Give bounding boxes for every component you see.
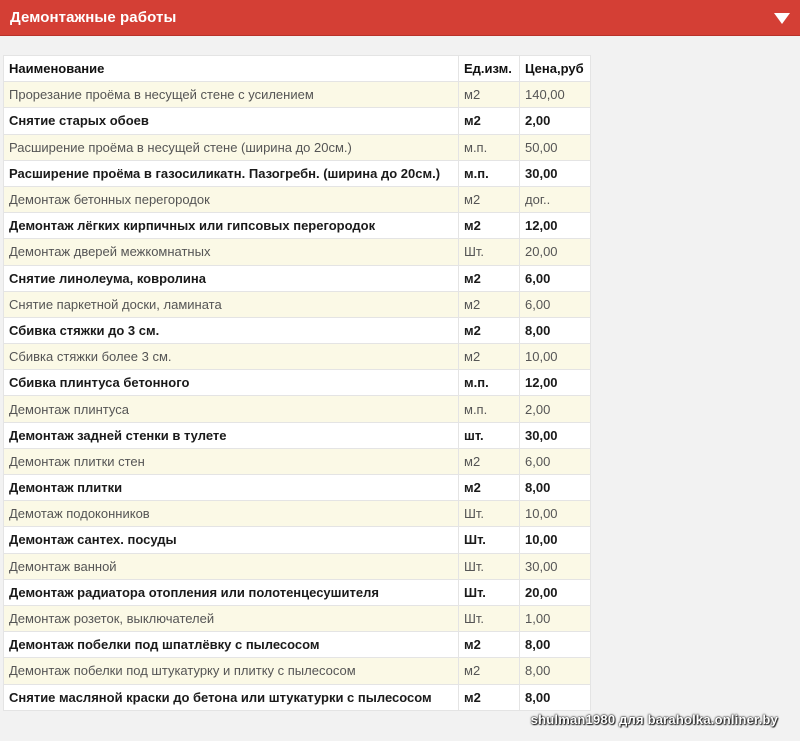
cell-unit: м2 <box>459 475 520 501</box>
cell-price: 10,00 <box>520 344 591 370</box>
table-row <box>4 658 591 684</box>
cell-price: 30,00 <box>520 422 591 448</box>
cell-price: 8,00 <box>520 684 591 710</box>
table-row <box>4 475 591 501</box>
table-row <box>4 370 591 396</box>
cell-unit: м2 <box>459 684 520 710</box>
cell-unit: м.п. <box>459 396 520 422</box>
cell-price: 8,00 <box>520 317 591 343</box>
cell-price: 12,00 <box>520 213 591 239</box>
table-row <box>4 265 591 291</box>
column-header-price: Цена,руб <box>520 56 591 82</box>
cell-unit: Шт. <box>459 527 520 553</box>
cell-price: 30,00 <box>520 553 591 579</box>
table-row <box>4 605 591 631</box>
table-body <box>4 82 591 711</box>
cell-name: Демонтаж радиатора отопления или полотенцесушителя <box>4 579 459 605</box>
cell-name: Демонтаж плитки стен <box>4 448 459 474</box>
cell-name: Сбивка стяжки до 3 см. <box>4 317 459 343</box>
cell-name: Демонтаж плитки <box>4 475 459 501</box>
column-header-unit: Ед.изм. <box>459 56 520 82</box>
section-title: Демонтажные работы <box>10 9 177 26</box>
cell-unit: Шт. <box>459 605 520 631</box>
cell-unit: Шт. <box>459 501 520 527</box>
cell-name: Сбивка стяжки более 3 см. <box>4 344 459 370</box>
cell-unit: Шт. <box>459 553 520 579</box>
table-row <box>4 501 591 527</box>
table-row <box>4 344 591 370</box>
cell-price: 10,00 <box>520 501 591 527</box>
cell-name: Демонтаж побелки под шпатлёвку с пылесосом <box>4 632 459 658</box>
cell-price: 8,00 <box>520 658 591 684</box>
cell-price: 30,00 <box>520 160 591 186</box>
table-header-row <box>4 56 591 82</box>
cell-unit: м.п. <box>459 134 520 160</box>
table-row <box>4 239 591 265</box>
cell-name: Демонтаж розеток, выключателей <box>4 605 459 631</box>
table-row <box>4 213 591 239</box>
cell-name: Снятие паркетной доски, ламината <box>4 291 459 317</box>
table-row <box>4 291 591 317</box>
cell-unit: шт. <box>459 422 520 448</box>
cell-name: Демонтаж задней стенки в тулете <box>4 422 459 448</box>
table-row <box>4 553 591 579</box>
cell-price: 10,00 <box>520 527 591 553</box>
cell-price: 8,00 <box>520 632 591 658</box>
cell-name: Прорезание проёма в несущей стене с усилением <box>4 82 459 108</box>
cell-price: дог.. <box>520 186 591 212</box>
cell-unit: м2 <box>459 108 520 134</box>
table-row <box>4 527 591 553</box>
cell-unit: м2 <box>459 344 520 370</box>
cell-unit: м.п. <box>459 370 520 396</box>
section-content <box>0 36 800 741</box>
cell-price: 6,00 <box>520 448 591 474</box>
cell-name: Расширение проёма в газосиликатн. Пазогребн. (ширина до 20см.) <box>4 160 459 186</box>
table-row <box>4 684 591 710</box>
cell-unit: Шт. <box>459 579 520 605</box>
cell-unit: м2 <box>459 317 520 343</box>
cell-price: 140,00 <box>520 82 591 108</box>
price-table <box>3 55 591 711</box>
table-row <box>4 317 591 343</box>
table-row <box>4 632 591 658</box>
cell-price: 1,00 <box>520 605 591 631</box>
cell-name: Демонтаж бетонных перегородок <box>4 186 459 212</box>
cell-name: Демонтаж дверей межкомнатных <box>4 239 459 265</box>
cell-unit: м2 <box>459 291 520 317</box>
triangle-down-icon[interactable] <box>774 13 790 24</box>
cell-unit: м2 <box>459 632 520 658</box>
cell-price: 20,00 <box>520 239 591 265</box>
cell-price: 50,00 <box>520 134 591 160</box>
table-row <box>4 422 591 448</box>
cell-price: 2,00 <box>520 108 591 134</box>
cell-unit: м2 <box>459 82 520 108</box>
cell-name: Демонтаж сантех. посуды <box>4 527 459 553</box>
cell-unit: м2 <box>459 265 520 291</box>
cell-price: 20,00 <box>520 579 591 605</box>
table-row <box>4 579 591 605</box>
cell-name: Демотаж подоконников <box>4 501 459 527</box>
table-row <box>4 82 591 108</box>
table-row <box>4 186 591 212</box>
table-row <box>4 396 591 422</box>
cell-name: Расширение проёма в несущей стене (ширина до 20см.) <box>4 134 459 160</box>
cell-name: Демонтаж ванной <box>4 553 459 579</box>
table-row <box>4 108 591 134</box>
column-header-name: Наименование <box>4 56 459 82</box>
cell-unit: м2 <box>459 213 520 239</box>
cell-unit: м2 <box>459 658 520 684</box>
cell-price: 6,00 <box>520 265 591 291</box>
cell-price: 8,00 <box>520 475 591 501</box>
cell-price: 12,00 <box>520 370 591 396</box>
cell-name: Снятие линолеума, ковролина <box>4 265 459 291</box>
cell-name: Демонтаж побелки под штукатурку и плитку с пылесосом <box>4 658 459 684</box>
cell-name: Снятие старых обоев <box>4 108 459 134</box>
cell-unit: м.п. <box>459 160 520 186</box>
cell-price: 6,00 <box>520 291 591 317</box>
watermark-text: shulman1980 для baraholka.onliner.by <box>530 712 778 727</box>
cell-name: Демонтаж лёгких кирпичных или гипсовых перегородок <box>4 213 459 239</box>
cell-name: Демонтаж плинтуса <box>4 396 459 422</box>
cell-unit: м2 <box>459 448 520 474</box>
cell-unit: м2 <box>459 186 520 212</box>
section-header[interactable] <box>0 0 800 36</box>
cell-price: 2,00 <box>520 396 591 422</box>
cell-name: Снятие масляной краски до бетона или штукатурки с пылесосом <box>4 684 459 710</box>
table-row <box>4 134 591 160</box>
table-row <box>4 160 591 186</box>
cell-unit: Шт. <box>459 239 520 265</box>
cell-name: Сбивка плинтуса бетонного <box>4 370 459 396</box>
table-row <box>4 448 591 474</box>
